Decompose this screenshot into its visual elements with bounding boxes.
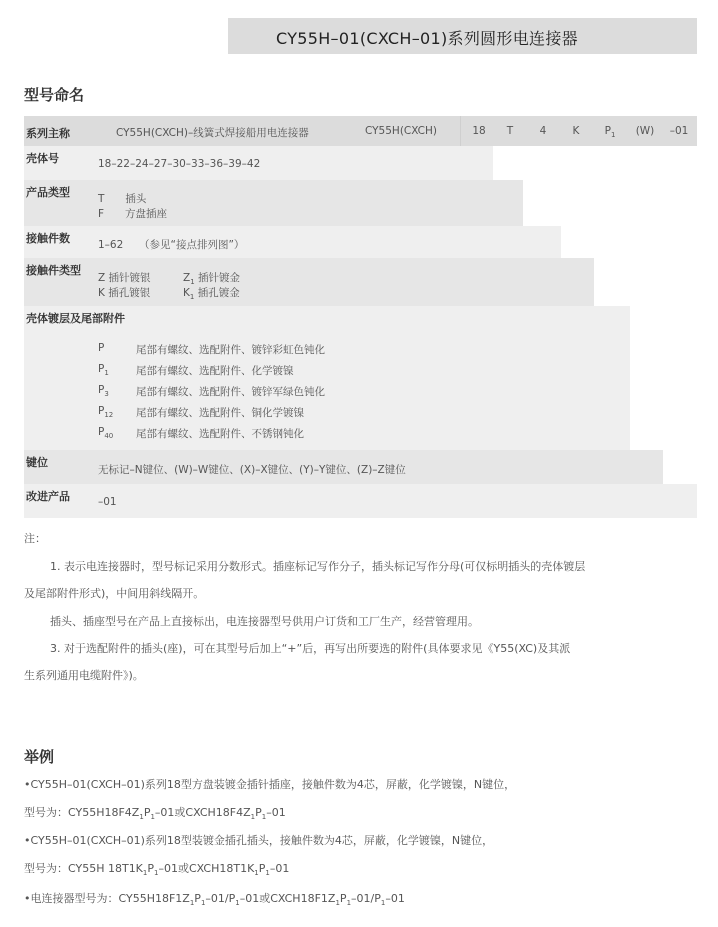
row1-label: 系列主称	[26, 127, 70, 140]
row8-value: –01	[98, 496, 117, 508]
example-3: •电连接器型号为：$CY55H18F1Z_1P_1-01/P_1-01$或$CXCH18F1Z_1P_1-01/P_1-01$	[24, 892, 405, 908]
note-3a: 3. 对于选配附件的插头(座)，可在其型号后加上“+”后，再写出所要选的附件(具体要求见《Y55(XC)及其派	[50, 642, 571, 655]
row5-item-1b: $Z_1$ 插针镀金	[183, 272, 241, 287]
plating-desc: 尾部有螺纹、选配附件、化学镀镍	[136, 365, 294, 377]
row5-item-1: Z 插针镀银	[98, 272, 151, 284]
field-key: (W)	[635, 125, 655, 137]
plating-option: P	[98, 342, 105, 354]
field-contact-count: 4	[539, 125, 547, 137]
field-improved: –01	[669, 125, 689, 137]
example-1: •CY55H–01(CXCH–01)系列18型方盘装镀金插针插座，接触件数为4芯，屏蔽，化学镀镍，N键位，	[24, 778, 516, 791]
field-product-type: T	[506, 125, 514, 137]
row2-label: 壳体号	[26, 152, 59, 165]
plating-desc: 尾部有螺纹、选配附件、不锈钢钝化	[136, 428, 304, 440]
row7-label: 键位	[26, 456, 48, 469]
plating-option: $P_{12}$	[98, 405, 114, 420]
notes-heading: 注：	[24, 532, 46, 545]
note-2: 插头、插座型号在产品上直接标出，电连接器型号供用户订货和工厂生产，经营管理用。	[50, 615, 479, 628]
section-naming-heading: 型号命名	[24, 86, 85, 104]
example-2-model: 型号为：CY55H $18T1K_1P_1-01$或$CXCH18T1K_1P_1-01$	[24, 862, 290, 878]
page-title: CY55H–01(CXCH–01)系列圆形电连接器	[276, 29, 578, 48]
plating-desc: 尾部有螺纹、选配附件、镀锌彩虹色钝化	[136, 344, 325, 356]
note-1b: 及尾部附件形式)，中间用斜线隔开。	[24, 587, 205, 600]
row1-desc: CY55H(CXCH)–线簧式焊接船用电连接器	[116, 127, 309, 139]
plating-desc: 尾部有螺纹、选配附件、镀锌军绿色钝化	[136, 386, 325, 398]
example-2: •CY55H–01(CXCH–01)系列18型装镀金插孔插头，接触件数为4芯，屏蔽，化学镀镍，N键位，	[24, 834, 494, 847]
row2-value: 18–22–24–27–30–33–36–39–42	[98, 158, 261, 170]
row7-value: 无标记–N键位、(W)–W键位、(X)–X键位、(Y)–Y键位、(Z)–Z键位	[98, 464, 406, 476]
field-shell-size: 18	[472, 125, 486, 137]
example-1-model: 型号为：$CY55H18F4Z_1P_1-01$或$CXCH18F4Z_1P_1-01$	[24, 806, 286, 822]
row3-item-1: T 插头	[98, 193, 147, 205]
row8-label: 改进产品	[26, 490, 70, 503]
field-plating: $P_1$	[604, 125, 616, 140]
section-example-heading: 举例	[24, 748, 55, 766]
plating-option: $P_3$	[98, 384, 109, 399]
row5-item-2b: $K_1$ 插孔镀金	[183, 287, 240, 302]
plating-desc: 尾部有螺纹、选配附件、铜化学镀镍	[136, 407, 304, 419]
row6-label: 壳体镀层及尾部附件	[26, 312, 125, 325]
row6-bg	[24, 306, 630, 450]
row5-item-2: K 插孔镀银	[98, 287, 151, 299]
row8-bg	[24, 484, 697, 518]
row1-code: CY55H(CXCH)	[365, 125, 437, 137]
row3-label: 产品类型	[26, 186, 70, 199]
col-sep	[460, 116, 461, 146]
row4-value: 1–62 （参见“接点排列图”）	[98, 239, 245, 251]
plating-option: $P_1$	[98, 363, 109, 378]
row3-item-2: F 方盘插座	[98, 208, 168, 220]
note-1a: 1. 表示电连接器时，型号标记采用分数形式。插座标记写作分子，插头标记写作分母(可仅标明插头的壳体镀层	[50, 560, 586, 573]
note-3b: 生系列通用电缆附件》)。	[24, 669, 144, 682]
field-contact-type: K	[572, 125, 580, 137]
row5-label: 接触件类型	[26, 264, 81, 277]
row4-label: 接触件数	[26, 232, 70, 245]
title-bar	[228, 18, 697, 54]
plating-option: $P_{40}$	[98, 426, 114, 441]
